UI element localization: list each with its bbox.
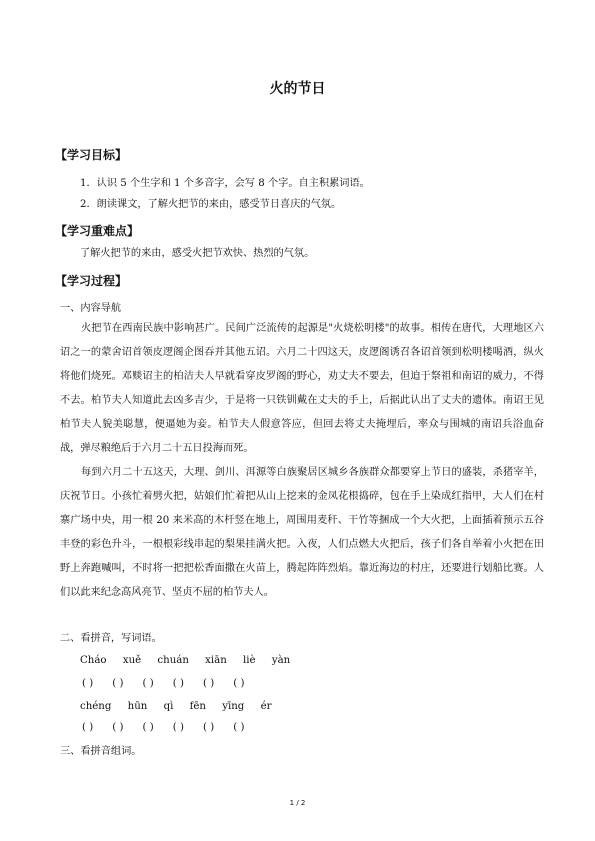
- goal-item: 2．朗读课文，了解火把节的来由，感受节日喜庆的气氛。: [80, 199, 342, 210]
- answer-blank[interactable]: ( ): [112, 678, 124, 689]
- part2-title: 二、看拼音，写词语。: [60, 633, 162, 644]
- answer-blank[interactable]: ( ): [203, 722, 215, 733]
- key-points-text: 了解火把节的来由，感受火把节欢快、热烈的气氛。: [80, 248, 315, 259]
- paragraph-origin: 火把节在西南民族中影响甚广。民间广泛流传的起源是"火烧松明楼"的故事。相传在唐代，大理地区六诏之一的蒙舍诏首领皮逻阁企图吞并其他五诏。六月二十四这天，皮逻阁诱召各诏首领到松明楼喝酒，纵火将他们烧死。邓赕诏主的柏洁夫人早就看穿皮罗阁的野心，劝丈夫不要去，但迫于祭祖和南诏的威力，不得不去。柏节夫人知道此去凶多吉少，于是将一只铁钏戴在丈夫的手上，后据此认出了丈夫的遗体。南诏王见柏节夫人貌美聪慧，便逼她为妾。柏节夫人假意答应，但回去将丈夫掩埋后，率众与围城的南诏兵浴血奋战，弹尽粮绝后于六月二十五日投海而死。: [60, 323, 544, 454]
- goal-item: 1．认识 5 个生字和 1 个多音字，会写 8 个字。自主积累词语。: [80, 178, 370, 189]
- pinyin-syllable: yàn: [271, 655, 291, 666]
- answer-blank[interactable]: ( ): [233, 678, 245, 689]
- pinyin-syllable: hūn: [127, 701, 148, 712]
- page-number: 1 / 2: [289, 799, 306, 807]
- answer-blank[interactable]: ( ): [172, 678, 184, 689]
- pinyin-syllable: fēn: [189, 701, 206, 712]
- pinyin-syllable: chuán: [157, 655, 189, 666]
- pinyin-syllable: chéng: [80, 701, 112, 712]
- answer-blank[interactable]: ( ): [172, 722, 184, 733]
- pinyin-syllable: liè: [243, 655, 256, 666]
- process-heading: 【学习过程】: [55, 274, 128, 288]
- pinyin-syllable: Cháo: [80, 655, 107, 666]
- goals-heading: 【学习目标】: [55, 148, 128, 162]
- answer-blank[interactable]: ( ): [142, 678, 154, 689]
- paragraph-celebration: 每到六月二十五这天，大理、剑川、洱源等白族聚居区城乡各族群众都要穿上节日的盛装，杀猪宰羊，庆祝节日。小孩忙着劈火把，姑娘们忙着把从山上挖来的金凤花根捣碎，包在手上染成红指甲，大人们在村寨广场中央，用一根 20 来米高的木杆竖在地上，周围用麦秆、干竹等捆成一个大火把，上面插着预示五谷丰登的彩色升斗，一根根彩线串起的梨果挂满火把。入夜，人们点燃大火把后，孩子们各自举着小火把在田野上奔跑喊叫，不时将一把把松香面撒在火苗上，腾起阵阵烈焰。靠近海边的村庄，还要进行划船比赛。人们以此来纪念高风亮节、坚贞不屈的柏节夫人。: [60, 467, 544, 598]
- part1-title: 一、内容导航: [60, 303, 122, 314]
- answer-blank[interactable]: ( ): [203, 678, 215, 689]
- pinyin-syllable: ér: [260, 701, 272, 712]
- pinyin-syllable: yīng: [222, 701, 245, 712]
- pinyin-row-2: [80, 701, 285, 712]
- key-points-heading: 【学习重难点】: [55, 224, 140, 238]
- pinyin-syllable: xiān: [205, 655, 227, 666]
- part3-title: 三、看拼音组词。: [60, 746, 142, 757]
- answer-blank[interactable]: ( ): [142, 722, 154, 733]
- answer-blanks-row-1: [82, 678, 260, 689]
- answer-blanks-row-2: [82, 722, 260, 733]
- intro-paragraphs: [60, 317, 544, 605]
- answer-blank[interactable]: ( ): [112, 722, 124, 733]
- pinyin-syllable: xuě: [122, 655, 142, 666]
- answer-blank[interactable]: ( ): [82, 722, 94, 733]
- pinyin-row-1: [80, 655, 303, 666]
- page-title: 火的节日: [269, 81, 326, 97]
- pinyin-syllable: qì: [163, 701, 174, 712]
- answer-blank[interactable]: ( ): [82, 678, 94, 689]
- answer-blank[interactable]: ( ): [233, 722, 245, 733]
